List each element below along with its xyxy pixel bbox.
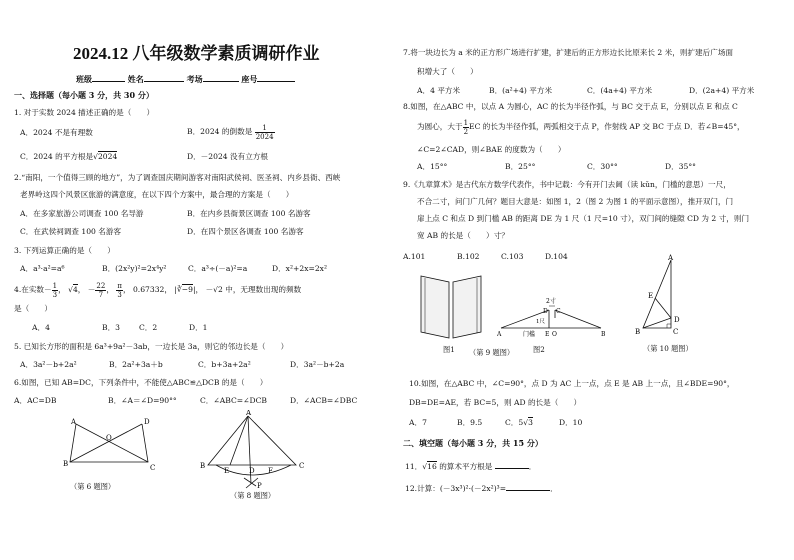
q9-line-3: 扉上点 C 和点 D 到门槛 AB 的距离 DE 为 1 尺（1 尺=10 寸），双门间的缝隙 CD 为 2 寸，则门	[417, 214, 750, 223]
q10-line-2: DB=DE=AE，若 BC=5，则 AD 的长是（ ）	[409, 398, 582, 407]
q11: 11．√16 的算术平方根是 ．	[405, 462, 537, 471]
q4-lead: 4.在实数－	[14, 285, 52, 294]
q3-option-d: D．x²+2x=2x²	[272, 264, 328, 273]
q10-option-c-radicand: 3	[528, 418, 533, 427]
q5-option-b: B．2a²+3a＋b	[109, 360, 163, 369]
q5-option-a: A．3a²－b+2a²	[20, 360, 77, 369]
q4-fraction-2	[95, 282, 106, 299]
q9-option-a: A.101	[403, 252, 426, 261]
q3-option-b: B．(2x²y)²=2x⁴y²	[102, 264, 167, 273]
q4-fraction-3	[116, 282, 123, 299]
exam-room-blank[interactable]	[203, 73, 239, 82]
q3-option-c: C．a³÷(－a)²=a	[188, 264, 248, 273]
fig10-label-a: A	[668, 254, 674, 262]
student-info-fields	[76, 73, 295, 84]
q9-line-4: 宽 AB 的长是（ ）寸？	[417, 231, 509, 240]
q3-option-a: A．a³·a²=a⁶	[20, 264, 65, 273]
fig10-label-e: E	[648, 292, 654, 300]
figure-8	[196, 410, 314, 490]
fig10-label-d: D	[674, 316, 680, 324]
fig6-caption: （第 6 题图）	[70, 482, 116, 491]
fig9-label-b: B	[601, 331, 606, 338]
q1-option-b	[187, 122, 275, 142]
fig9-label-2cun: 2寸	[546, 298, 556, 305]
section-2-heading: 二、填空题（每小题 3 分，共 15 分）	[403, 438, 543, 448]
q2-line-2: 老界岭这四个风景区旅游的满意度，在以下四个方案中，最合理的方案是（ ）	[20, 190, 294, 199]
fig6-label-o: O	[106, 434, 112, 442]
q4-f2-den: 7	[98, 290, 104, 299]
fig6-label-c: C	[150, 464, 156, 472]
fig10-label-b: B	[635, 328, 641, 336]
q7-option-c: C．(4a+4) 平方米	[587, 86, 653, 95]
q6-option-b: B．∠A＝∠D=90°°	[108, 396, 177, 405]
q1-fraction	[255, 124, 275, 141]
fig8-label-a: A	[246, 410, 252, 417]
q2-option-a: A．在多家旅游公司调查 100 名导游	[20, 209, 144, 218]
q12-text: 12.计算：(－3x³)²·(－2x²)³=	[405, 484, 507, 493]
fig9-label-sill: 门槛	[523, 331, 536, 338]
q4-root: 4	[72, 285, 78, 294]
q4-option-c: C．2	[139, 323, 158, 332]
fig10-caption: （第 10 题图）	[643, 344, 693, 353]
q5-stem: 5. 已知长方形的面积是 6a³+9a²－3ab，一边长是 3a，则它的邻边长是（ ）	[14, 342, 289, 351]
q7-line-1: 7.将一块边长为 a 米的正方形广场进行扩建，扩建后的正方形边长比原来长 2 米，则扩建后广场面	[403, 48, 734, 57]
q8-line-2-pre: 为圆心，大于	[417, 122, 463, 131]
fig10-label-c: C	[673, 328, 679, 336]
q5-option-c: C．b+3a+2a²	[198, 360, 251, 369]
q7-line-2: 积增大了（ ）	[417, 67, 478, 76]
fig9-label-o: O	[552, 331, 557, 338]
class-label: 班级	[76, 74, 92, 84]
q2-line-1: 2.“南阳，一个值得三顾的地方”，为了调查国庆期间游客对南阳武侯祠、医圣祠、内乡县衙、西峡	[14, 173, 341, 182]
q4-f3-den: 3	[117, 290, 122, 299]
q6-stem: 6.如图，已知 AB=DC，下列条件中，不能使△ABC≌△DCB 的是（ ）	[14, 378, 268, 387]
q9-option-b: B.102	[457, 252, 480, 261]
fig9-label-e: E	[545, 331, 550, 338]
q4-stem: 4.在实数－ $\frac{1}{3}$ ， √4， － $\frac{22}{7}$ ， $\frac{\pi}{3}$ ， 0.67332， |∛−9|， －√2 中，无理数出现的频数	[14, 281, 302, 299]
q8-option-d: D．35°°	[665, 162, 696, 171]
name-blank[interactable]	[144, 73, 184, 82]
name-label: 姓名	[127, 74, 144, 84]
figure-6	[62, 414, 162, 476]
fig9-cap-2: 图2	[533, 345, 545, 354]
q1-option-c-text: C．2024 的平方根是	[20, 152, 94, 161]
section-1-heading: 一、选择题（每小题 3 分，共 30 分）	[14, 90, 154, 100]
q4-f2-num: 22	[96, 281, 106, 290]
fig8-label-f: F	[268, 467, 273, 475]
q10-option-c: C．5√3	[505, 418, 533, 427]
q4-decimal: 0.67332	[132, 285, 165, 294]
fig6-label-d: D	[144, 418, 150, 426]
seat-blank[interactable]	[257, 73, 295, 82]
q10-line-1: 10.如图，在△ABC 中，∠C=90°，点 D 为 AC 上一点，点 E 是 AB 上一点，且∠BDE=90°，	[409, 379, 735, 388]
q6-option-a: A．AC=DB	[14, 396, 57, 405]
exam-room-label: 考场	[186, 74, 203, 84]
q9-line-1: 9.《九章算术》是古代东方数学代表作，书中记载：今有开门去阃（读 kǔn，门槛的意思）一尺，	[403, 180, 731, 189]
page-title: 2024.12 八年级数学素质调研作业	[73, 44, 320, 63]
q10-option-d: D．10	[559, 418, 583, 427]
q7-option-b: B．(a²+4) 平方米	[489, 86, 553, 95]
q11-radicand: 16	[427, 462, 437, 471]
q6-option-c: C．∠ABC=∠DCB	[200, 396, 267, 405]
q1-option-b-text: B．2024 的倒数是	[187, 127, 253, 136]
fig9-cap-1: 图1	[443, 345, 455, 354]
seat-label: 座号	[241, 74, 258, 84]
fig9-caption: （第 9 题图）	[469, 348, 515, 357]
fig9-label-d: D	[543, 308, 548, 315]
q11-number: 11．	[405, 462, 423, 471]
fig9-label-a: A	[497, 331, 502, 338]
q2-option-d: D．在四个景区各调查 100 名游客	[187, 227, 304, 236]
q4-cube-root: −9	[181, 285, 193, 294]
fig9-label-1chi: 1尺	[536, 319, 545, 325]
q8-half-num: 1	[463, 118, 469, 127]
fig6-label-b: B	[63, 460, 69, 468]
q4-fraction-1	[52, 282, 58, 299]
fig8-label-d: D	[249, 467, 255, 475]
figure-9-plan	[497, 296, 609, 338]
q6-option-d: D．∠ACB=∠DBC	[290, 396, 358, 405]
q8-half-den: 2	[463, 127, 469, 136]
q4-line-2: 是（ ）	[14, 304, 52, 313]
fig9-label-c: C	[556, 308, 561, 315]
q9-line-2: 不合二寸，问门广几何？题目大意是：如图 1，2（图 2 为图 1 的平面示意图），推开双门，门	[417, 197, 734, 206]
q8-option-c: C．30°°	[587, 162, 618, 171]
q1-option-a: A．2024 不是有理数	[20, 128, 93, 137]
figure-10	[631, 254, 691, 338]
q1-stem: 1. 对于实数 2024 描述正确的是（ ）	[14, 108, 155, 117]
q7-option-a: A．4 平方米	[417, 86, 461, 95]
q8-line-1: 8.如图，在△ABC 中，以点 A 为圆心，AC 的长为半径作弧，与 BC 交于点 E，分别以点 E 和点 C	[403, 102, 738, 111]
q11-answer-blank[interactable]	[495, 460, 529, 469]
q4-f3-num: π	[117, 281, 122, 290]
q10-option-b: B．9.5	[457, 418, 483, 427]
fig6-label-a: A	[71, 418, 77, 426]
q10-option-c-text: C．5	[505, 418, 524, 427]
q8-line-3: ∠C=2∠CAD，则∠BAE 的度数为（ ）	[417, 145, 566, 154]
figure-9-door	[417, 272, 487, 344]
q8-line-2	[417, 117, 745, 137]
q4-option-b: B．3	[102, 323, 121, 332]
fig8-caption: （第 8 题图）	[230, 491, 276, 500]
q11-text: 的算术平方根是	[439, 462, 493, 471]
q7-option-d: D．(2a+4) 平方米	[689, 86, 755, 95]
q12-answer-blank[interactable]	[506, 482, 550, 491]
q3-stem: 3. 下列运算正确的是（ ）	[14, 246, 115, 255]
q4-last: －√2 中，无理数出现的频数	[205, 285, 302, 294]
q1-fraction-den: 2024	[255, 132, 274, 141]
q10-option-a: A．7	[409, 418, 427, 427]
q4-option-d: D．1	[189, 323, 208, 332]
q8-option-a: A．15°°	[417, 162, 448, 171]
fig8-label-b: B	[200, 462, 206, 470]
q4-option-a: A．4	[32, 323, 50, 332]
q5-option-d: D．3a²－b+2a	[290, 360, 345, 369]
q2-option-c: C．在武侯祠调查 100 名游客	[20, 227, 122, 236]
q9-option-d: D.104	[545, 252, 568, 261]
q9-option-c: C.103	[501, 252, 524, 261]
q2-option-b: B．在内乡县衙景区调查 100 名游客	[187, 209, 311, 218]
class-blank[interactable]	[92, 73, 125, 82]
q8-option-b: B．25°°	[505, 162, 536, 171]
q4-f1-num: 1	[52, 281, 58, 290]
q1-option-d: D．－2024 没有立方根	[187, 152, 268, 161]
q1-fraction-num: 1	[255, 124, 275, 133]
q1-option-c-radicand: 2024	[97, 152, 118, 161]
q8-line-2-post: EC 的长为半径作弧，两弧相交于点 P，作射线 AP 交 BC 于点 D．若∠B=45°，	[469, 122, 745, 131]
q12: 12.计算：(－3x³)²·(－2x²)³= ．	[405, 484, 558, 493]
q1-option-c: C．2024 的平方根是√2024	[20, 152, 118, 161]
fig8-label-p: P	[257, 482, 262, 490]
fig8-label-e: E	[224, 467, 230, 475]
q4-f1-den: 3	[52, 290, 58, 299]
fig8-label-c: C	[299, 462, 305, 470]
